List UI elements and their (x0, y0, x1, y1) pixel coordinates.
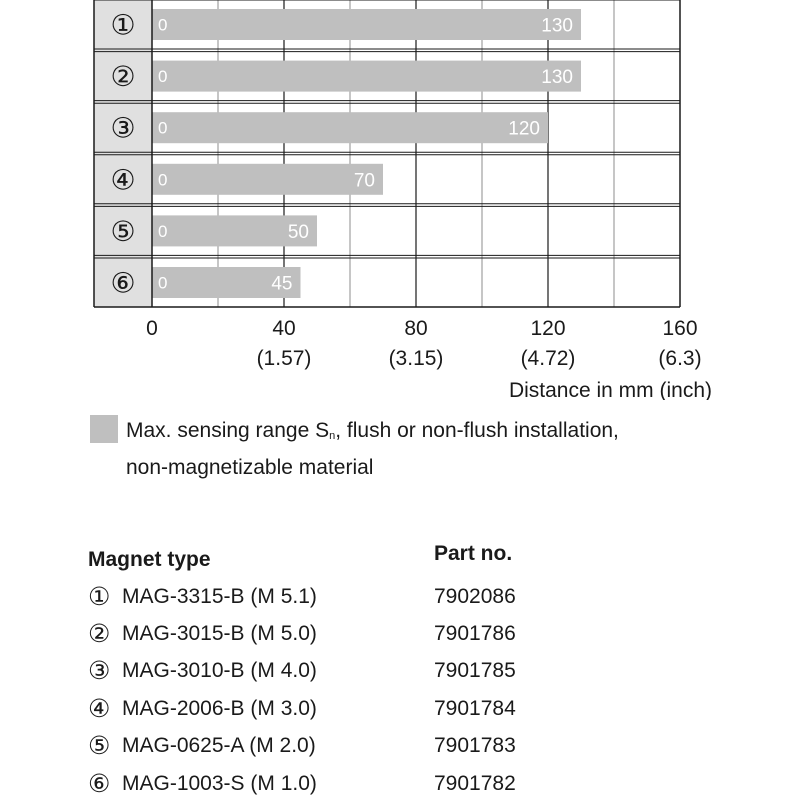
sensing-range-chart (0, 0, 800, 400)
category-label: ④ (110, 163, 136, 197)
row-symbol: ② (88, 620, 111, 649)
row-symbol: ⑤ (88, 732, 111, 761)
legend-line-1-suffix: , flush or non-flush installation, (335, 419, 619, 442)
bar-start-label: 0 (158, 67, 168, 87)
table-row (88, 615, 648, 652)
magnet-table (88, 542, 648, 802)
category-label: ③ (110, 111, 136, 145)
table-header (88, 542, 648, 578)
bar-value-label: 120 (508, 118, 540, 140)
bar-start-label: 0 (158, 118, 168, 138)
row-part: 7901783 (434, 734, 516, 758)
table-row (88, 765, 648, 802)
row-type: MAG-3010-B (M 4.0) (122, 659, 317, 683)
row-symbol: ⑥ (88, 769, 111, 798)
legend-line-1-prefix: Max. sensing range S (126, 419, 330, 442)
bar (152, 164, 383, 195)
row-part: 7901785 (434, 659, 516, 683)
row-symbol: ③ (88, 657, 111, 686)
table-row (88, 653, 648, 690)
bar-start-label: 0 (158, 170, 168, 190)
header-part-no: Part no. (434, 542, 513, 565)
bar-value-label: 45 (271, 273, 293, 295)
x-tick-sublabel: (6.3) (658, 347, 702, 370)
table-row (88, 728, 648, 765)
bar-start-label: 0 (158, 221, 168, 241)
category-label: ⑤ (110, 214, 136, 248)
bar-value-label: 130 (541, 67, 573, 89)
x-tick-label: 120 (530, 317, 566, 340)
x-tick-label: 0 (146, 317, 158, 340)
row-part: 7901782 (434, 771, 516, 795)
row-type: MAG-2006-B (M 3.0) (122, 696, 317, 720)
x-tick-sublabel: (4.72) (520, 347, 576, 370)
bar (152, 9, 581, 40)
header-magnet-type: Magnet type (88, 548, 211, 571)
x-tick-label: 40 (272, 317, 296, 340)
x-axis-title: Distance in mm (inch) (508, 379, 712, 400)
bar-start-label: 0 (158, 273, 168, 293)
legend-line-2: non-magnetizable material (126, 456, 374, 479)
x-tick-sublabel: (1.57) (256, 347, 312, 370)
legend-line-1 (126, 415, 619, 452)
category-label: ① (110, 8, 136, 42)
category-label: ② (110, 60, 136, 94)
x-tick-label: 160 (662, 317, 698, 340)
category-label: ⑥ (110, 266, 136, 300)
bar (152, 61, 581, 92)
bar-value-label: 130 (541, 15, 573, 37)
legend-subscript: n (329, 430, 336, 442)
category-column (94, 0, 152, 307)
row-part: 7902086 (434, 584, 516, 608)
row-type: MAG-3015-B (M 5.0) (122, 622, 317, 646)
row-type: MAG-3315-B (M 5.1) (122, 584, 317, 608)
row-type: MAG-1003-S (M 1.0) (122, 771, 317, 795)
row-symbol: ① (88, 582, 111, 611)
legend-swatch (90, 415, 118, 443)
row-symbol: ④ (88, 694, 111, 723)
legend-text (126, 415, 619, 483)
row-part: 7901786 (434, 622, 516, 646)
legend (90, 415, 619, 483)
table-row (88, 690, 648, 727)
x-tick-label: 80 (404, 317, 428, 340)
row-type: MAG-0625-A (M 2.0) (122, 734, 316, 758)
bar-value-label: 70 (353, 170, 375, 192)
bar-start-label: 0 (158, 15, 168, 35)
table-row (88, 578, 648, 615)
bar-value-label: 50 (287, 221, 309, 243)
row-part: 7901784 (434, 696, 516, 720)
x-tick-sublabel: (3.15) (388, 347, 444, 370)
bar (152, 112, 548, 143)
